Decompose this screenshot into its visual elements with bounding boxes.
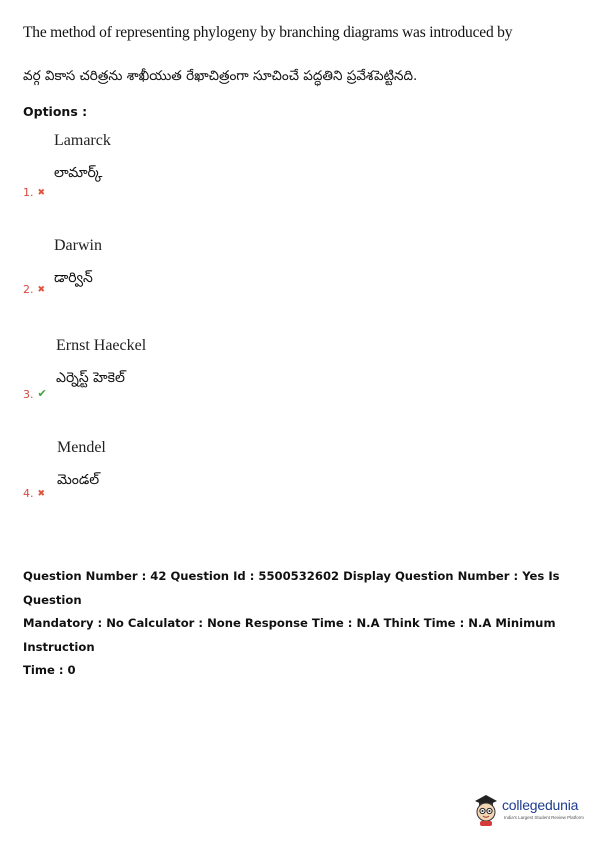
option-text-english: Lamarck <box>54 132 111 149</box>
option-item <box>0 335 595 415</box>
option-number <box>23 487 45 500</box>
options-label: Options : <box>23 104 88 119</box>
option-text-english: Darwin <box>54 237 102 254</box>
option-text-english: Ernst Haeckel <box>56 337 147 354</box>
option-item <box>0 235 595 315</box>
metadata-line: Question Number : 42 Question Id : 5500532602 Display Question Number : Yes Is Question <box>23 569 560 607</box>
metadata-line: Time : 0 <box>23 663 76 677</box>
logo-tagline: India's Largest Student Review Platform <box>504 815 584 820</box>
wrong-mark-icon: ✖ <box>37 285 46 295</box>
option-text-telugu: డార్విన్ <box>54 270 93 286</box>
metadata-line: Mandatory : No Calculator : None Response Time : N.A Think Time : N.A Minimum Instruction <box>23 616 556 654</box>
wrong-mark-icon: ✖ <box>37 188 46 198</box>
wrong-mark-icon: ✖ <box>37 489 46 499</box>
question-text-telugu: వర్గ వికాస చరిత్రను శాఖీయుత రేఖాచిత్రంగా సూచించే పద్ధతిని ప్రవేశపెట్టినది. <box>23 68 418 84</box>
check-mark-icon: ✔ <box>37 387 47 400</box>
option-text-english: Mendel <box>57 439 106 456</box>
option-number-label: 2. <box>23 283 34 296</box>
logo-name: collegedunia <box>502 797 579 813</box>
question-metadata <box>23 565 583 683</box>
mascot-icon <box>471 792 501 826</box>
option-text-telugu: లామార్క్ <box>54 165 103 181</box>
option-number-label: 1. <box>23 186 34 199</box>
option-number <box>23 283 45 296</box>
option-number-label: 4. <box>23 487 34 500</box>
option-item <box>0 437 595 517</box>
option-number <box>23 387 47 401</box>
collegedunia-logo <box>471 790 591 830</box>
option-item <box>0 130 595 210</box>
option-number-label: 3. <box>23 388 34 401</box>
question-text-english: The method of representing phylogeny by branching diagrams was introduced by <box>23 24 513 41</box>
option-text-telugu: ఎర్నెస్ట్ హెకెల్ <box>56 370 125 386</box>
option-text-telugu: మెండల్ <box>57 472 100 488</box>
option-number <box>23 186 45 199</box>
